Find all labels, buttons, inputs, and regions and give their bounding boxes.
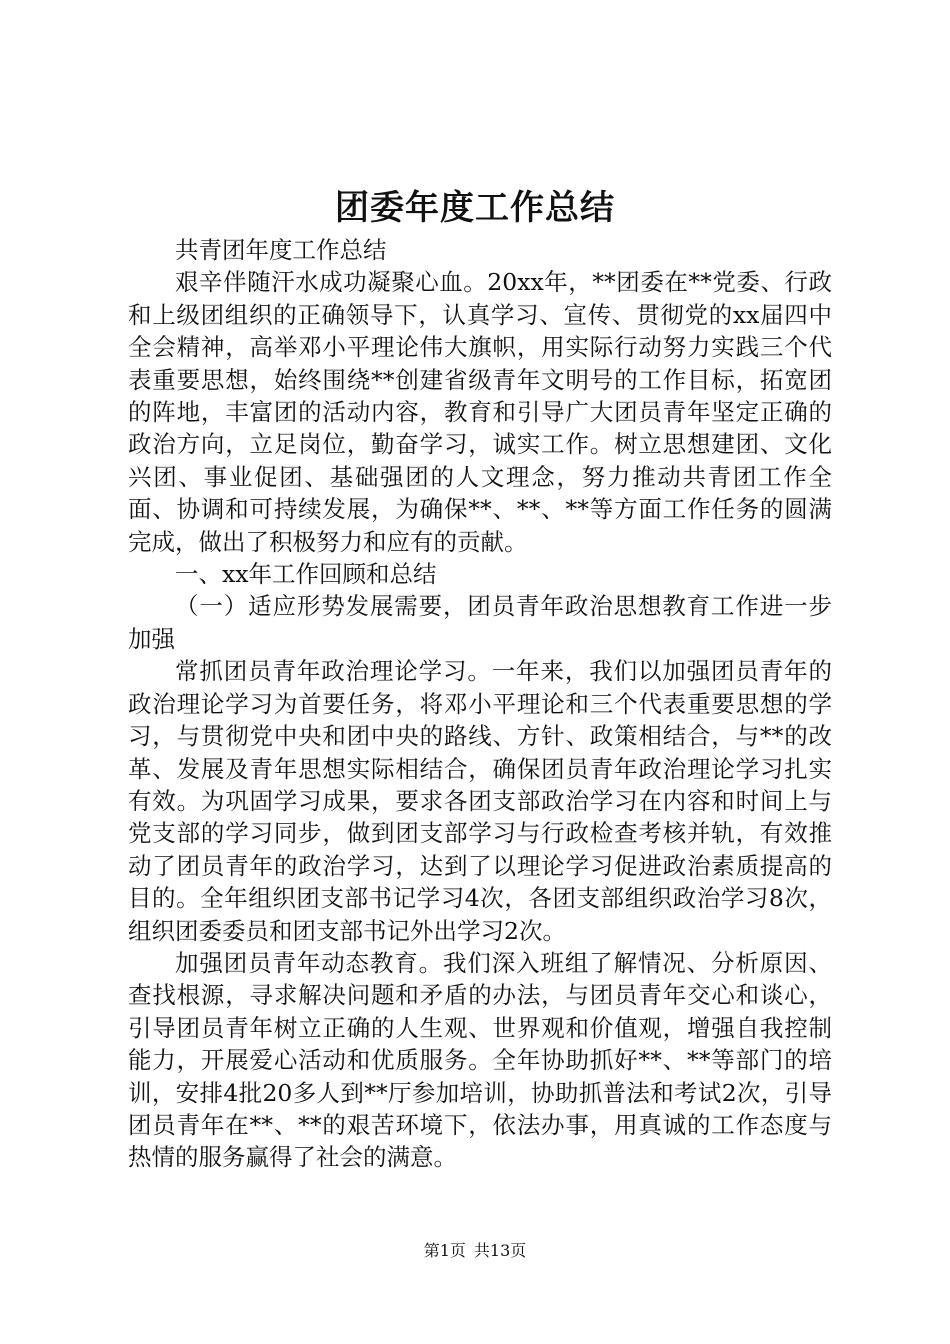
subsection-heading: （一）适应形势发展需要，团员青年政治思想教育工作进一步加强 [128,592,832,653]
document-body [128,234,832,1174]
intro-paragraph: 艰辛伴随汗水成功凝聚心血。20xx年，**团委在**党委、行政和上级团组织的正确领导下，认真学习、宣传、贯彻党的xx届四中全会精神，高举邓小平理论伟大旗帜，用实际行动努力实践三个代表重要思想，始终围绕**创建省级青年文明号的工作目标，拓宽团的阵地，丰富团的活动内容，教育和引导广大团员青年坚定正确的政治方向，立足岗位，勤奋学习，诚实工作。树立思想建团、文化兴团、事业促团、基础强团的人文理念，努力推动共青团工作全面、协调和可持续发展，为确保**、**、**等方面工作任务的圆满完成，做出了积极努力和应有的贡献。 [128,268,832,556]
document-title: 团委年度工作总结 [335,188,615,228]
page-number: 第1页 [423,1241,466,1260]
body-paragraph: 加强团员青年动态教育。我们深入班组了解情况、分析原因、查找根源，寻求解决问题和矛盾的办法，与团员青年交心和谈心，引导团员青年树立正确的人生观、世界观和价值观，增强自我控制能力，开展爱心活动和优质服务。全年协助抓好**、**等部门的培训，安排4批20多人到**厅参加培训，协助抓普法和考试2次，引导团员青年在**、**的艰苦环境下，依法办事，用真诚的工作态度与热情的服务赢得了社会的满意。 [128,948,832,1172]
page-footer [0,1240,950,1262]
body-paragraph: 常抓团员青年政治理论学习。一年来，我们以加强团员青年的政治理论学习为首要任务，将邓小平理论和三个代表重要思想的学习，与贯彻党中央和团中央的路线、方针、政策相结合，与**的改革、发展及青年思想实际相结合，确保团员青年政治理论学习扎实有效。为巩固学习成果，要求各团支部政治学习在内容和时间上与党支部的学习同步，做到团支部学习与行政检查考核并轨，有效推动了团员青年的政治学习，达到了以理论学习促进政治素质提高的目的。全年组织团支部书记学习4次，各团支部组织政治学习8次，组织团委委员和团支部书记外出学习2次。 [128,657,832,945]
page-count: 共13页 [473,1241,527,1260]
section-heading: 一、xx年工作回顾和总结 [175,560,437,589]
subtitle-paragraph: 共青团年度工作总结 [175,236,387,264]
